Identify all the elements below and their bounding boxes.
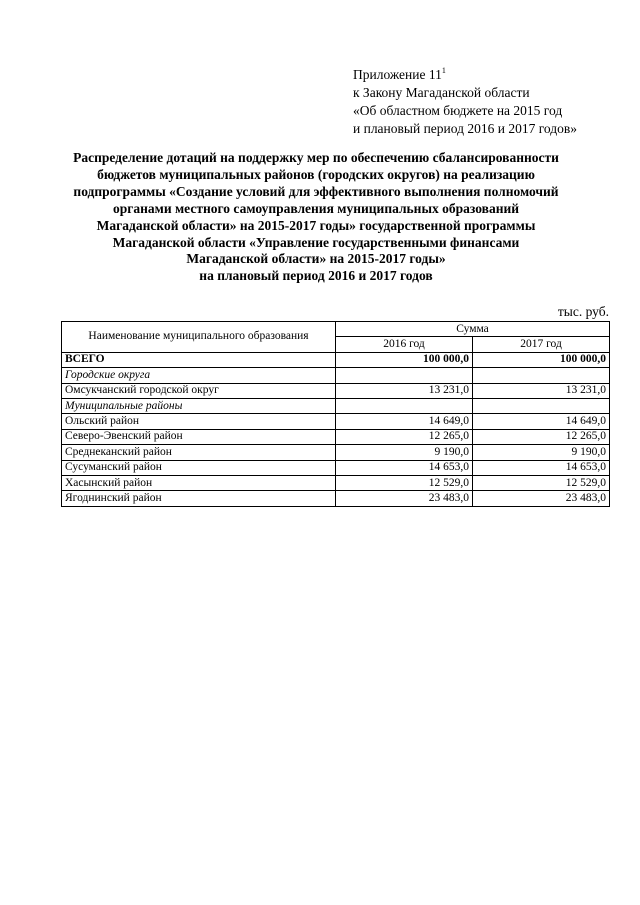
row-name: Ольский район (62, 414, 336, 429)
header-2017: 2017 год (473, 337, 610, 352)
row-2017: 12 529,0 (473, 475, 610, 490)
row-2016: 13 231,0 (336, 383, 473, 398)
table-row (62, 445, 610, 460)
title-line: Магаданской области «Управление государственными финансами (112, 234, 520, 250)
row-name: Омсукчанский городской округ (62, 383, 336, 398)
appendix-line-3: «Об областном бюджете на 2015 год (353, 103, 563, 118)
section-row-city (62, 368, 610, 383)
title-line: Распределение дотаций на поддержку мер по обеспечению сбалансированности (73, 150, 559, 165)
row-2016: 14 653,0 (336, 460, 473, 475)
empty-cell (336, 368, 473, 383)
total-row (62, 352, 610, 367)
row-2016: 12 529,0 (336, 475, 473, 490)
total-label: ВСЕГО (62, 352, 336, 367)
appendix-line-1 (353, 62, 577, 84)
row-2017: 13 231,0 (473, 383, 610, 398)
row-2017: 23 483,0 (473, 491, 610, 506)
table-header-row (62, 322, 610, 337)
units-label: тыс. руб. (557, 304, 609, 319)
row-2016: 9 190,0 (336, 445, 473, 460)
table-row (62, 414, 610, 429)
header-2016: 2016 год (336, 337, 473, 352)
title-line: бюджетов муниципальных районов (городских округов) на реализацию (97, 166, 535, 182)
row-2016: 14 649,0 (336, 414, 473, 429)
appendix-line-4: и плановый период 2016 и 2017 годов» (353, 121, 578, 136)
title-line: на плановый период 2016 и 2017 годов (199, 268, 433, 284)
empty-cell (473, 398, 610, 413)
table-row (62, 460, 610, 475)
row-2017: 12 265,0 (473, 429, 610, 444)
title-line: Магаданской области» на 2015-2017 годы» (186, 251, 446, 267)
section-row-district (62, 398, 610, 413)
appendix-line-2: к Закону Магаданской области (353, 85, 530, 100)
row-2017: 9 190,0 (473, 445, 610, 460)
row-name: Хасынский район (62, 475, 336, 490)
appendix-number-superscript: 1 (441, 66, 446, 75)
table-row (62, 383, 610, 398)
appendix-number: Приложение 11 (353, 67, 442, 82)
row-2017: 14 649,0 (473, 414, 610, 429)
empty-cell (473, 368, 610, 383)
table-row (62, 475, 610, 490)
title-line: органами местного самоуправления муниципальных образований (112, 200, 520, 216)
total-2016: 100 000,0 (336, 352, 473, 367)
empty-cell (336, 398, 473, 413)
table-row (62, 491, 610, 506)
title-line: подпрограммы «Создание условий для эффективного выполнения полномочий (73, 183, 559, 199)
row-name: Ягоднинский район (62, 491, 336, 506)
header-sum: Сумма (336, 322, 610, 337)
row-name: Среднеканский район (62, 445, 336, 460)
row-2017: 14 653,0 (473, 460, 610, 475)
section-label-city: Городские округа (62, 368, 336, 383)
document-title (40, 150, 592, 285)
row-name: Северо-Эвенский район (62, 429, 336, 444)
title-line: Магаданской области» на 2015-2017 годы» государственной программы (96, 217, 536, 233)
total-2017: 100 000,0 (473, 352, 610, 367)
header-name: Наименование муниципального образования (62, 322, 336, 353)
appendix-block (353, 62, 577, 138)
subsidy-table (61, 321, 610, 507)
row-2016: 23 483,0 (336, 491, 473, 506)
table-row (62, 429, 610, 444)
row-name: Сусуманский район (62, 460, 336, 475)
section-label-district: Муниципальные районы (62, 398, 336, 413)
row-2016: 12 265,0 (336, 429, 473, 444)
